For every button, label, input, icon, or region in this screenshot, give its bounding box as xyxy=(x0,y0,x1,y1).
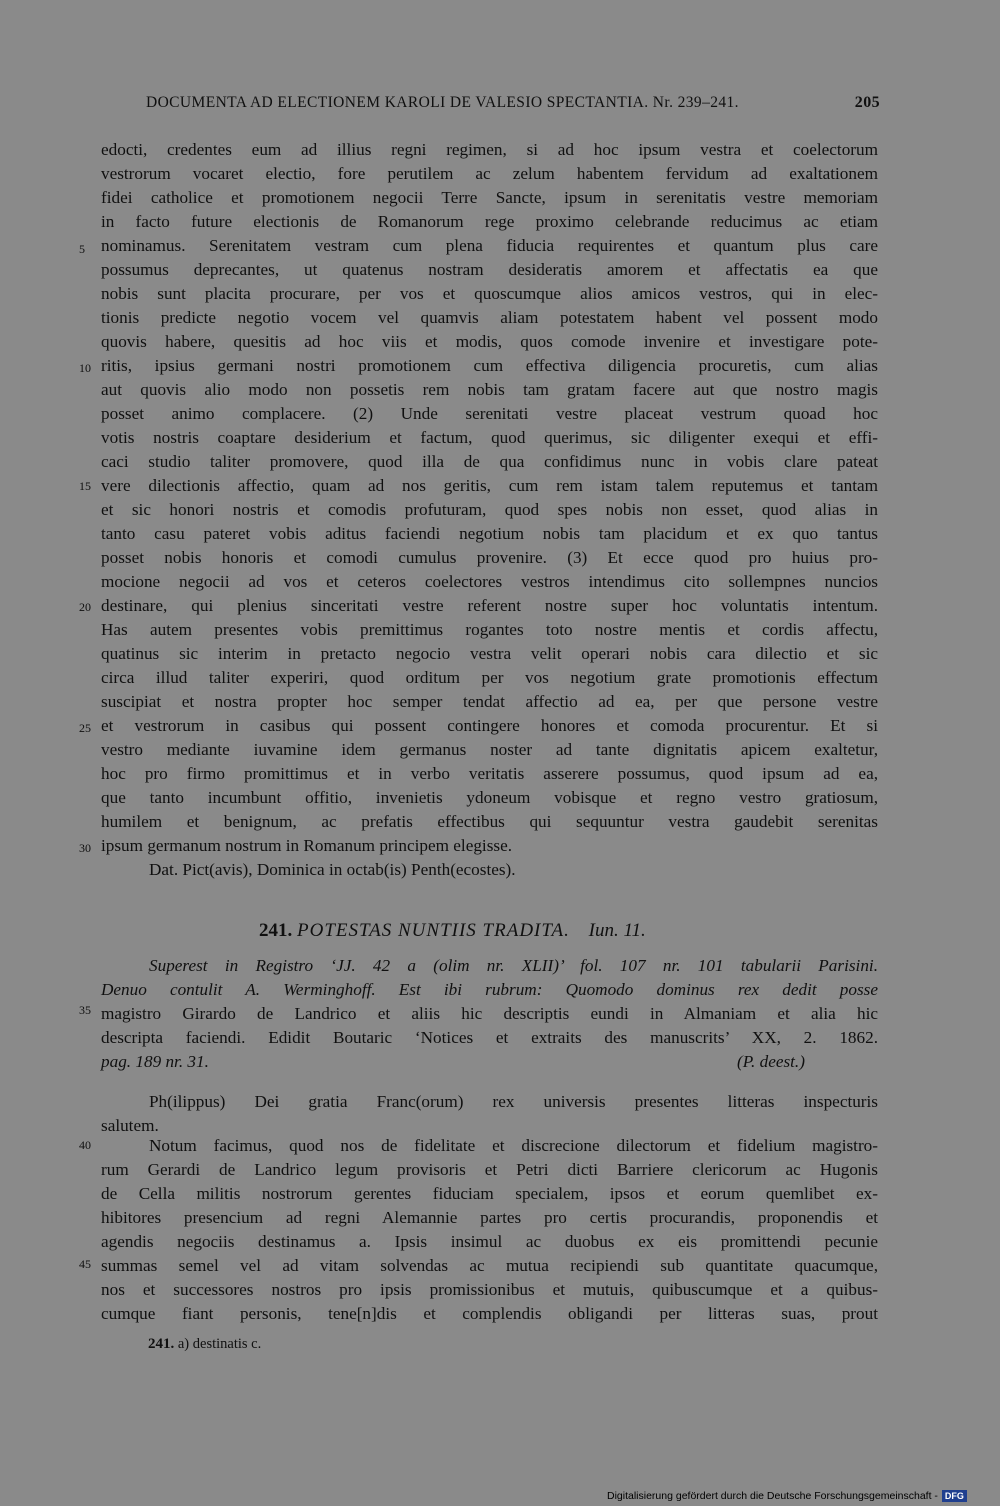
charter-line: agendis negociis destinamus a. Ipsis insimul ac duobus ex eis promittendi pecunie xyxy=(101,1232,878,1251)
line-number: 45 xyxy=(79,1257,91,1271)
text-line: destinare, qui plenius sinceritati vestre referent nostre super hoc voluntatis intentum. xyxy=(101,596,878,615)
text-line: posset nobis honoris et comodi cumulus provenire. (3) Et ecce quod pro huius pro- xyxy=(101,548,878,567)
text-line: tionis predicte negotio vocem vel quamvis aliam potestatem habent vel possent modo xyxy=(101,308,878,327)
line-number: 10 xyxy=(79,361,91,375)
line-number: 5 xyxy=(79,242,85,256)
intro-line: pag. 189 nr. 31. xyxy=(101,1052,209,1071)
footnote xyxy=(148,1336,261,1353)
intro-line: magistro Girardo de Landrico et aliis hic descriptis eundi in Almaniam et alia hic xyxy=(101,1004,878,1023)
text-line: et sic honori nostris et comodis profuturam, quod spes nobis non esset, quod alias in xyxy=(101,500,878,519)
text-line: vestro mediante iuvamine idem germanus noster ad tante dignitatis apicem exaltetur, xyxy=(101,740,878,759)
intro-line: Superest in Registro ‘JJ. 42 a (olim nr. XLII)’ fol. 107 nr. 101 tabularii Parisini. xyxy=(149,956,878,975)
text-line: possumus deprecantes, ut quatenus nostram desideratis amorem et affectatis ea que xyxy=(101,260,878,279)
text-line: hoc pro firmo promittimus et in verbo veritatis asserere possumus, quod ipsum ad ea, xyxy=(101,764,878,783)
charter-line: cumque fiant personis, tene[n]dis et complendis obligandi per litteras suas, prout xyxy=(101,1304,878,1323)
footer-text: Digitalisierung gefördert durch die Deutsche Forschungsgemeinschaft - xyxy=(607,1490,938,1502)
text-line: edocti, credentes eum ad illius regni regimen, si ad hoc ipsum vestra et coelectorum xyxy=(101,140,878,159)
page-number: 205 xyxy=(854,94,880,111)
text-line: vere dilectionis affectio, quam ad nos geritis, cum rem istam talem reputemus et tantam xyxy=(101,476,878,495)
text-line: humilem et benignum, ac prefatis effectibus qui sequuntur vestra gaudebit serenitas xyxy=(101,812,878,831)
section-date: Iun. 11. xyxy=(588,920,646,941)
footnote-number: 241. xyxy=(148,1336,175,1352)
text-line: tanto casu pateret vobis aditus faciendi negotium nobis tam placidum et ex quo tantus xyxy=(101,524,878,543)
text-line: nominamus. Serenitatem vestram cum plena fiducia requirentes et quantum plus care xyxy=(101,236,878,255)
charter-line: de Cella militis nostrorum gerentes fiduciam specialem, ipsos et eorum quemlibet ex- xyxy=(101,1184,878,1203)
running-header xyxy=(146,94,880,118)
section-title: POTESTAS NUNTIIS TRADITA. xyxy=(297,920,570,941)
text-line: circa illud taliter experiri, quod orditum per vos negotium grate promotionis effectum xyxy=(101,668,878,687)
text-line: votis nostris coaptare desiderium et factum, quod querimus, sic diligenter exequi et effi- xyxy=(101,428,878,447)
charter-line: Ph(ilippus) Dei gratia Franc(orum) rex universis presentes litteras inspecturis xyxy=(149,1092,878,1111)
intro-line: Denuo contulit A. Werminghoff. Est ibi rubrum: Quomodo dominus rex dedit posse xyxy=(101,980,878,999)
text-line: nobis sunt placita procurare, per vos et quoscumque alios amicos vestros, qui in elec- xyxy=(101,284,878,303)
charter-line: rum Gerardi de Landrico legum provisoris et Petri dicti Barriere clericorum ac Hugonis xyxy=(101,1160,878,1179)
footnote-text: a) destinatis c. xyxy=(177,1336,262,1352)
charter-line: salutem. xyxy=(101,1116,159,1135)
intro-note: (P. deest.) xyxy=(737,1052,805,1071)
line-number: 35 xyxy=(79,1003,91,1017)
text-line: et vestrorum in casibus qui possent contingere honores et comoda procurentur. Et si xyxy=(101,716,878,735)
charter-line: summas semel vel ad vitam solvendas ac mutua recipiendi sub quantitate quacumque, xyxy=(101,1256,878,1275)
line-number: 40 xyxy=(79,1138,91,1152)
text-line: vestrorum vocaret electio, fore perutilem ac zelum habentem fervidum ad exaltationem xyxy=(101,164,878,183)
line-number: 15 xyxy=(79,479,91,493)
text-line: quatinus sic interim in pretacto negocio vestra velit operari nobis cara dilectio et sic xyxy=(101,644,878,663)
charter-line: hibitores presencium ad regni Alemannie partes pro certis procurandis, proponendis et xyxy=(101,1208,878,1227)
charter-line: nos et successores nostros pro ipsis promissionibus et mutuis, quibuscumque et a quibus- xyxy=(101,1280,878,1299)
dfg-logo: DFG xyxy=(942,1490,967,1502)
dating-clause: Dat. Pict(avis), Dominica in octab(is) Penth(ecostes). xyxy=(149,860,516,879)
text-line: caci studio taliter promovere, quod illa de qua confidimus nunc in vobis clare pateat xyxy=(101,452,878,471)
text-line: in facto future electionis de Romanorum rege proximo celebrande reducimus ac etiam xyxy=(101,212,878,231)
charter-line: Notum facimus, quod nos de fidelitate et discrecione dilectorum et fidelium magistro- xyxy=(149,1136,878,1155)
text-line: aut quovis alio modo non possetis rem nobis tam gratam facere aut que nostro magis xyxy=(101,380,878,399)
section-number: 241. xyxy=(259,920,293,941)
text-line: posset animo complacere. (2) Unde serenitati vestre placeat vestrum quoad hoc xyxy=(101,404,878,423)
line-number: 20 xyxy=(79,600,91,614)
text-line: ipsum germanum nostrum in Romanum principem elegisse. xyxy=(101,836,513,855)
text-line: fidei catholice et promotionem negocii Terre Sancte, ipsum in serenitatis vestre memoriam xyxy=(101,188,878,207)
line-number: 30 xyxy=(79,841,91,855)
intro-line: descripta faciendi. Edidit Boutaric ‘Notices et extraits des manuscrits’ XX, 2. 1862. xyxy=(101,1028,878,1047)
text-line: suscipiat et nostra propter hoc semper tendat affectio ad ea, per que persone vestre xyxy=(101,692,878,711)
text-line: quovis habere, quesitis ad hoc viis et modis, quos comode invenire et investigare pote- xyxy=(101,332,878,351)
line-number: 25 xyxy=(79,721,91,735)
text-line: mocione negocii ad vos et ceteros coelectores vestros intendimus cito sollempnes nuncios xyxy=(101,572,878,591)
text-line: Has autem presentes vobis premittimus rogantes toto nostre mentis et cordis affectu, xyxy=(101,620,878,639)
section-heading xyxy=(259,920,646,942)
text-line: ritis, ipsius germani nostri promotionem cum effectiva diligencia procuretis, cum alias xyxy=(101,356,878,375)
header-title: DOCUMENTA AD ELECTIONEM KAROLI DE VALESIO SPECTANTIA. Nr. 239–241. xyxy=(146,94,739,111)
digitization-footer xyxy=(607,1490,1000,1506)
text-line: que tanto incumbunt offitio, invenietis ydoneum vobisque et regno vestro gratiosum, xyxy=(101,788,878,807)
